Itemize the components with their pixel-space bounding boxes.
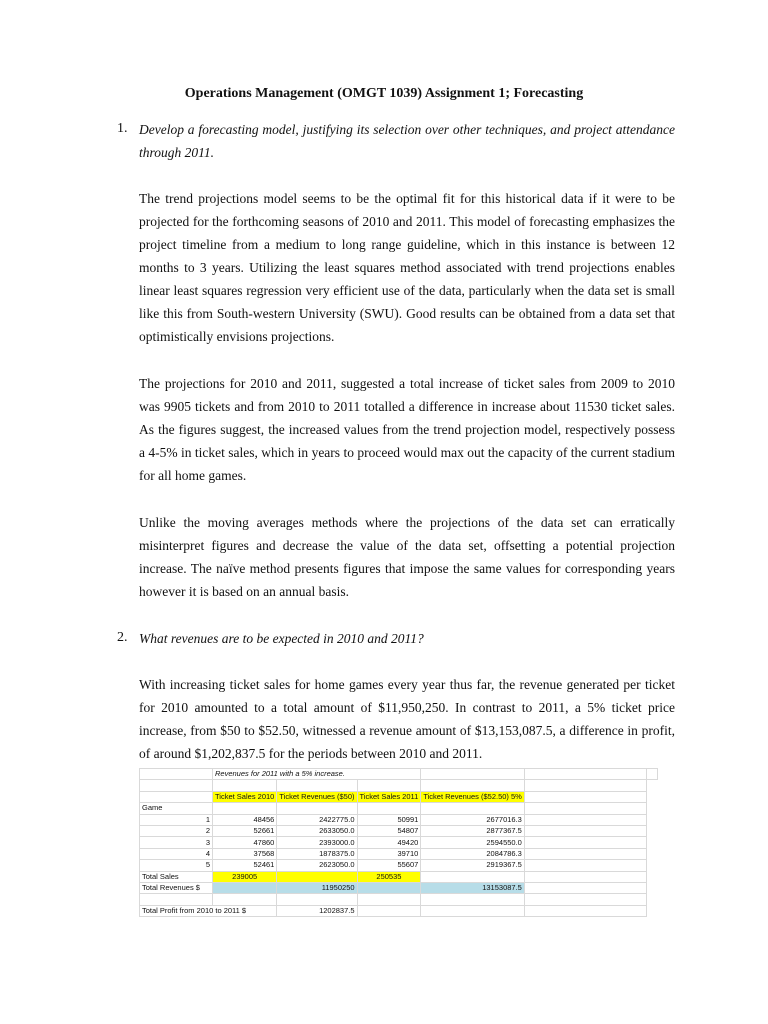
total-sales-2011: 250535 — [357, 871, 421, 882]
table-row — [140, 825, 658, 836]
game-number: 3 — [140, 837, 213, 848]
table-row — [140, 848, 658, 859]
total-revenues-2010: 11950250 — [277, 882, 357, 893]
game-label: Game — [140, 803, 213, 814]
ticket-sales-2010-cell: 37568 — [213, 848, 277, 859]
ticket-revenue-2010-cell: 2422775.0 — [277, 814, 357, 825]
table-row — [140, 837, 658, 848]
game-number: 2 — [140, 825, 213, 836]
question-1-number: 1. — [117, 121, 128, 136]
total-profit-label: Total Profit from 2010 to 2011 $ — [140, 905, 277, 916]
paragraph-projections-2010-2011: The projections for 2010 and 2011, suggested a total increase of ticket sales from 2009 to 2010 was 9905 tickets and from 2010 to 2011 totalled a difference in increase about 11530 ticket sales. As the figures suggest, the increased values from the trend projection model, respectively possess a 4-5% in ticket sales, which in years to proceed would max out the capacity of the current stadium for all home games. — [139, 376, 675, 483]
ticket-sales-2010-cell: 52461 — [213, 860, 277, 871]
ticket-sales-2011-cell: 54807 — [357, 825, 421, 836]
ticket-revenue-2011-cell: 2084786.3 — [421, 848, 525, 859]
ticket-revenue-2011-cell: 2877367.5 — [421, 825, 525, 836]
ticket-sales-2010-cell: 47860 — [213, 837, 277, 848]
ticket-sales-2010-cell: 48456 — [213, 814, 277, 825]
total-revenues-row — [140, 882, 658, 893]
ticket-revenue-2011-cell: 2919367.5 — [421, 860, 525, 871]
ticket-revenue-2010-cell: 2623050.0 — [277, 860, 357, 871]
paragraph-moving-averages: Unlike the moving averages methods where the projections of the data set can erratically misinterpret figures and decrease the value of the data set, offsetting a potential projection increase. The naïve method presents figures that impose the same values for corresponding years however it is based on an annual basis. — [139, 515, 675, 599]
document-title: Operations Management (OMGT 1039) Assignment 1; Forecasting — [184, 86, 584, 101]
paragraph-trend-projections: The trend projections model seems to be the optimal fit for this historical data if it were to be projected for the forthcoming seasons of 2010 and 2011. This model of forecasting emphasizes the project timeline from a medium to long range guideline, which in this instance is between 12 months to 3 years. Utilizing the least squares method associated with trend projections enables linear least squares regression very efficient use of the data, particularly when the data set is small like this from South-western University (SWU). Good results can be obtained from a data set that optimistically envisions projections. — [139, 191, 675, 344]
table-row — [140, 814, 658, 825]
question-1-text: Develop a forecasting model, justifying its selection over other techniques, and project attendance through 2011. — [139, 122, 675, 160]
table-row — [140, 860, 658, 871]
ticket-sales-2010-cell: 52661 — [213, 825, 277, 836]
ticket-revenue-2010-cell: 1878375.0 — [277, 848, 357, 859]
table-caption: Revenues for 2011 with a 5% increase. — [213, 769, 421, 780]
ticket-sales-2011-cell: 39710 — [357, 848, 421, 859]
revenue-table — [139, 768, 658, 917]
game-number: 5 — [140, 860, 213, 871]
total-sales-label: Total Sales — [140, 871, 213, 882]
table-header-row — [140, 791, 658, 802]
question-2-text: What revenues are to be expected in 2010 and 2011? — [139, 631, 424, 646]
header-ticket-sales-2010: Ticket Sales 2010 — [213, 791, 277, 802]
ticket-revenue-2011-cell: 2677016.3 — [421, 814, 525, 825]
ticket-sales-2011-cell: 55607 — [357, 860, 421, 871]
header-ticket-sales-2011: Ticket Sales 2011 — [357, 791, 421, 802]
total-profit-value: 1202837.5 — [277, 905, 357, 916]
table-caption-row — [140, 769, 658, 780]
total-revenues-2011: 13153087.5 — [421, 882, 525, 893]
total-sales-row — [140, 871, 658, 882]
header-ticket-revenues-50: Ticket Revenues ($50) — [277, 791, 357, 802]
total-revenues-label: Total Revenues $ — [140, 882, 213, 893]
ticket-revenue-2010-cell: 2393000.0 — [277, 837, 357, 848]
total-profit-row — [140, 905, 658, 916]
total-sales-2010: 239005 — [213, 871, 277, 882]
header-ticket-revenues-5250: Ticket Revenues ($52.50) 5% — [421, 791, 525, 802]
paragraph-revenues: With increasing ticket sales for home games every year thus far, the revenue generated per ticket for 2010 amounted to a total amount of $11,950,250. In contrast to 2011, a 5% ticket price increase, from $50 to $52.50, witnessed a revenue amount of $13,153,087.5, a difference in profit, of around $1,202,837.5 for the periods between 2010 and 2011. — [139, 677, 675, 761]
ticket-sales-2011-cell: 49420 — [357, 837, 421, 848]
ticket-revenue-2010-cell: 2633050.0 — [277, 825, 357, 836]
game-number: 4 — [140, 848, 213, 859]
question-2-number: 2. — [117, 630, 128, 645]
ticket-sales-2011-cell: 50991 — [357, 814, 421, 825]
game-number: 1 — [140, 814, 213, 825]
ticket-revenue-2011-cell: 2594550.0 — [421, 837, 525, 848]
